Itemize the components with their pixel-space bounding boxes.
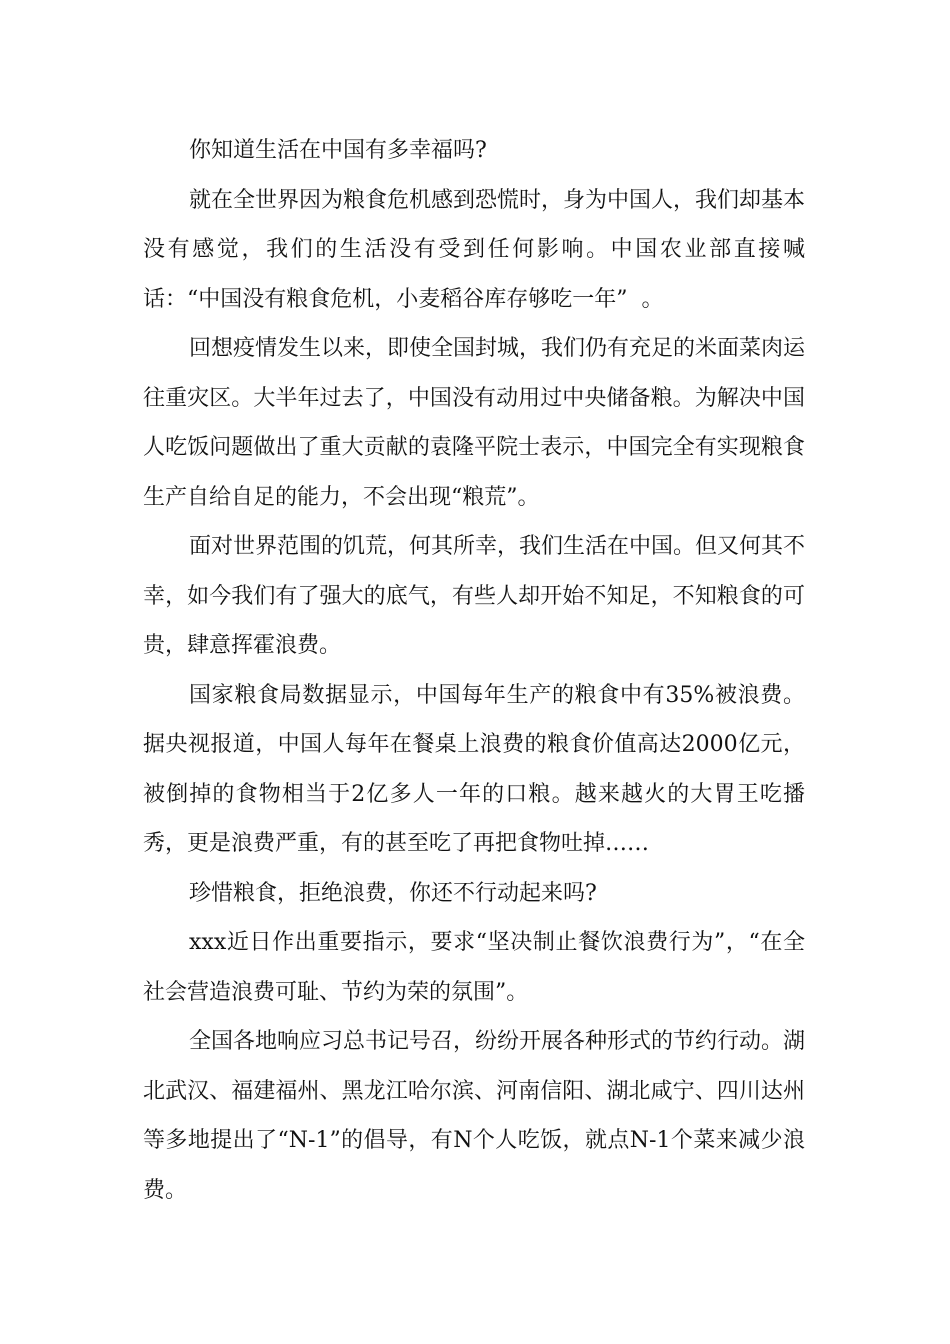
document-body — [143, 126, 805, 1215]
paragraph-6: 珍惜粮食，拒绝浪费，你还不行动起来吗? — [189, 880, 597, 906]
paragraph-7: xxx近日作出重要指示，要求“坚决制止餐饮浪费行为”，“在全社会营造浪费可耻、节约为荣的氛围”。 — [143, 930, 805, 1005]
paragraph-1: 你知道生活在中国有多幸福吗? — [189, 138, 487, 163]
paragraph-2: 就在全世界因为粮食危机感到恐慌时，身为中国人，我们却基本没有感觉，我们的生活没有受到任何影响。中国农业部直接喊话：“中国没有粮食危机，小麦稻谷库存够吃一年” 。 — [143, 187, 806, 312]
paragraph-4: 面对世界范围的饥荒，何其所幸，我们生活在中国。但又何其不幸，如今我们有了强大的底气，有些人却开始不知足，不知粮食的可贵，肆意挥霍浪费。 — [143, 534, 806, 658]
paragraph-8: 全国各地响应习总书记号召，纷纷开展各种形式的节约行动。湖北武汉、福建福州、黑龙江哈尔滨、河南信阳、湖北咸宁、四川达州等多地提出了“N-1”的倡导，有N个人吃饭，就点N-1个菜来减少浪费。 — [143, 1029, 806, 1203]
paragraph-3: 回想疫情发生以来，即使全国封城，我们仍有充足的米面菜肉运往重灾区。大半年过去了，中国没有动用过中央储备粮。为解决中国人吃饭问题做出了重大贡献的袁隆平院士表示，中国完全有实现粮食生产自给自足的能力，不会出现“粮荒”。 — [143, 336, 806, 510]
paragraph-5: 国家粮食局数据显示，中国每年生产的粮食中有35%被浪费。据央视报道，中国人每年在餐桌上浪费的粮食价值高达2000亿元，被倒掉的食物相当于2亿多人一年的口粮。越来越火的大胃王吃播秀，更是浪费严重，有的甚至吃了再把食物吐掉…… — [143, 682, 805, 856]
